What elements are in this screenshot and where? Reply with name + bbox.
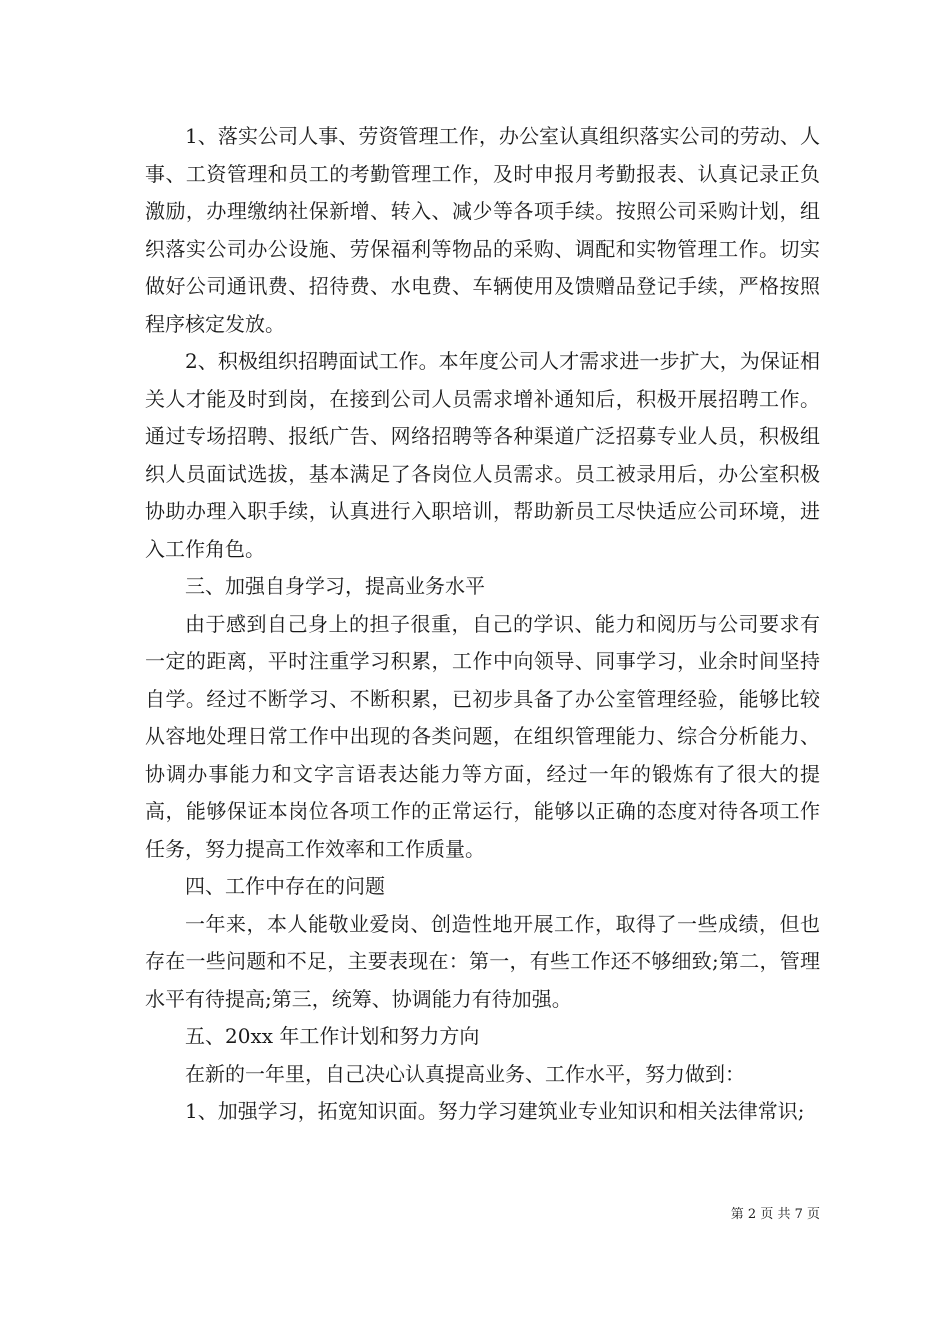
paragraph-self-study: 由于感到自己身上的担子很重，自己的学识、能力和阅历与公司要求有一定的距离，平时注重学习积累，工作中向领导、同事学习，业余时间坚持自学。经过不断学习、不断积累，已初步具备了办公室管理经验，能够比较从容地处理日常工作中出现的各类问题，在组织管理能力、综合分析能力、协调办事能力和文字言语表达能力等方面，经过一年的锻炼有了很大的提高，能够保证本岗位各项工作的正常运行，能够以正确的态度对待各项工作任务，努力提高工作效率和工作质量。	[145, 611, 820, 861]
paragraph-recruitment: 2、积极组织招聘面试工作。本年度公司人才需求进一步扩大，为保证相关人才能及时到岗，在接到公司人员需求增补通知后，积极开展招聘工作。通过专场招聘、报纸广告、网络招聘等各种渠道广泛招募专业人员，积极组织人员面试选拔，基本满足了各岗位人员需求。员工被录用后，办公室积极协助办理入职手续，认真进行入职培训，帮助新员工尽快适应公司环境，进入工作角色。	[145, 349, 820, 561]
paragraph-personnel-management: 1、落实公司人事、劳资管理工作，办公室认真组织落实公司的劳动、人事、工资管理和员工的考勤管理工作，及时申报月考勤报表、认真记录正负激励，办理缴纳社保新增、转入、减少等各项手续。按照公司采购计划，组织落实公司办公设施、劳保福利等物品的采购、调配和实物管理工作。切实做好公司通讯费、招待费、水电费、车辆使用及馈赠品登记手续，严格按照程序核定发放。	[145, 124, 820, 336]
heading-self-study: 三、加强自身学习，提高业务水平	[185, 574, 485, 598]
paragraph-problems: 一年来，本人能敬业爱岗、创造性地开展工作，取得了一些成绩，但也存在一些问题和不足，主要表现在：第一，有些工作还不够细致;第二，管理水平有待提高;第三，统筹、协调能力有待加强。	[145, 911, 820, 1011]
paragraph-plan-intro: 在新的一年里，自己决心认真提高业务、工作水平，努力做到：	[185, 1061, 745, 1086]
paragraph-plan-item-1: 1、加强学习，拓宽知识面。努力学习建筑业专业知识和相关法律常识;	[185, 1099, 805, 1123]
page-number-footer: 第 2 页 共 7 页	[730, 1207, 820, 1222]
heading-work-plan: 五、20xx 年工作计划和努力方向	[185, 1024, 480, 1048]
document-body	[145, 118, 820, 1131]
heading-problems: 四、工作中存在的问题	[185, 874, 385, 898]
